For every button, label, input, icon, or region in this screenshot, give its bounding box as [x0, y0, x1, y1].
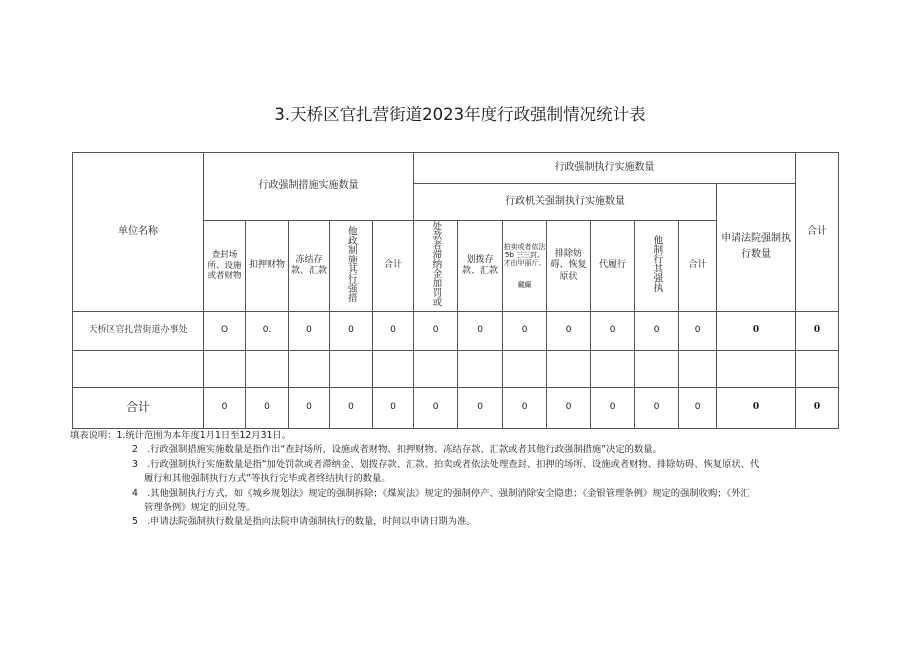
cell: 0 — [635, 311, 679, 350]
agency-col-other-label: 他制行其强执 — [651, 235, 663, 293]
note-line-4: 4 .其他强制执行方式，如《城乡规划法》规定的强制拆除；《煤炭法》规定的强制停产、强制消除安全隐患；《金银管理条例》规定的强制收购；《外汇 — [132, 487, 750, 499]
cell: 0 — [289, 311, 330, 350]
cell — [591, 350, 635, 387]
cell — [204, 350, 246, 387]
unit-name-header: 单位名称 — [73, 153, 204, 312]
cell — [289, 350, 330, 387]
table-row — [73, 311, 839, 350]
agency-col-auction-label: 拍卖或者依法5b 三三封、才由甲丽斤、 — [503, 242, 546, 267]
agency-col-auction — [503, 221, 547, 312]
cell: 0 — [717, 387, 796, 428]
cell: 0 — [330, 387, 373, 428]
cell: 0 — [373, 311, 414, 350]
cell — [330, 350, 373, 387]
cell — [246, 350, 289, 387]
row-total-label: 合计 — [73, 387, 204, 428]
cell: 0. — [246, 311, 289, 350]
cell: 0 — [458, 387, 503, 428]
cell: 0 — [591, 387, 635, 428]
cell: 0 — [796, 387, 839, 428]
cell: 0 — [373, 387, 414, 428]
statistics-table — [72, 152, 839, 429]
cell: 0 — [458, 311, 503, 350]
cell — [503, 350, 547, 387]
agency-col-substitute: 代履行 — [591, 221, 635, 312]
note-line-3: 3 .行政强制执行实施数量是指“加处罚款或者滞纳金、划拨存款、汇款、拍卖或者依法处理查封、扣押的场所、设施或者财物、排除妨碍、恢复原状、代 — [132, 458, 760, 470]
measure-col-seize: 扣押财物 — [246, 221, 289, 312]
table-row — [73, 387, 839, 428]
note-line-3-cont: 履行和其他强制执行方式”等执行完毕或者终结执行的数量。 — [144, 473, 391, 485]
measure-col-other — [330, 221, 373, 312]
cell: 0 — [679, 387, 717, 428]
agency-col-other — [635, 221, 679, 312]
cell: 0 — [717, 311, 796, 350]
page-title: 3.天桥区官扎营街道2023年度行政强制情况统计表 — [274, 105, 646, 124]
measure-col-freeze: 冻结存款、汇款 — [289, 221, 330, 312]
agency-col-transfer: 划拨存款、汇款 — [458, 221, 503, 312]
cell — [547, 350, 591, 387]
cell: 0 — [547, 311, 591, 350]
grand-total-header: 合计 — [796, 153, 839, 312]
cell: 0 — [330, 311, 373, 350]
cell: 0 — [591, 311, 635, 350]
cell: 0 — [414, 311, 458, 350]
note-line-2: 2 .行政强制措施实施数量是指作出“查封场所、设施或者财物、扣押财物、冻结存款、汇款或者其他行政强制措施”决定的数量。 — [132, 444, 662, 456]
agency-execution-header: 行政机关强制执行实施数量 — [414, 184, 717, 221]
cell — [717, 350, 796, 387]
filling-notes — [70, 429, 840, 530]
cell — [414, 350, 458, 387]
execution-header: 行政强制执行实施数量 — [414, 153, 796, 184]
cell: 0 — [204, 387, 246, 428]
row-unit-name: 天桥区官扎营街道办事处 — [73, 311, 204, 350]
cell — [373, 350, 414, 387]
table-row — [73, 350, 839, 387]
agency-col-remove-obstruction: 排除妨碍、恢复原状 — [547, 221, 591, 312]
cell — [458, 350, 503, 387]
measure-col-subtotal: 合计 — [373, 221, 414, 312]
cell — [679, 350, 717, 387]
cell: 0 — [414, 387, 458, 428]
note-line-5: 5 .申请法院强制执行数量是指向法院申请强制执行的数量，时间以申请日期为准。 — [132, 516, 476, 528]
cell: 0 — [679, 311, 717, 350]
cell: 0 — [547, 387, 591, 428]
cell: 0 — [796, 311, 839, 350]
cell — [796, 350, 839, 387]
agency-col-penalty — [414, 221, 458, 312]
cell: 0 — [503, 311, 547, 350]
notes-lead: 填表说明： — [70, 430, 117, 441]
note-line-1 — [70, 429, 840, 443]
court-execution-header: 申请法院强制执行数量 — [717, 184, 796, 312]
cell: 0 — [635, 387, 679, 428]
row-unit-name — [73, 350, 204, 387]
cell: O — [204, 311, 246, 350]
cell: 0 — [246, 387, 289, 428]
agency-col-auction-suffix: 戴癫 — [517, 280, 532, 289]
cell — [635, 350, 679, 387]
note-line-4-cont: 管理条例》规定的回兑等。 — [144, 502, 256, 514]
cell: 0 — [289, 387, 330, 428]
measures-header: 行政强制措施实施数量 — [204, 153, 414, 221]
cell: 0 — [503, 387, 547, 428]
agency-col-penalty-label: 处款者滞纳金加罚或 — [430, 221, 442, 307]
agency-col-subtotal: 合计 — [679, 221, 717, 312]
measure-col-seal: 查封场所、设施或者财物 — [204, 221, 246, 312]
measure-col-other-label: 他政制施其行强措 — [345, 225, 357, 302]
note-text: 1.统计范围为本年度1月1日至12月31日。 — [116, 430, 292, 441]
